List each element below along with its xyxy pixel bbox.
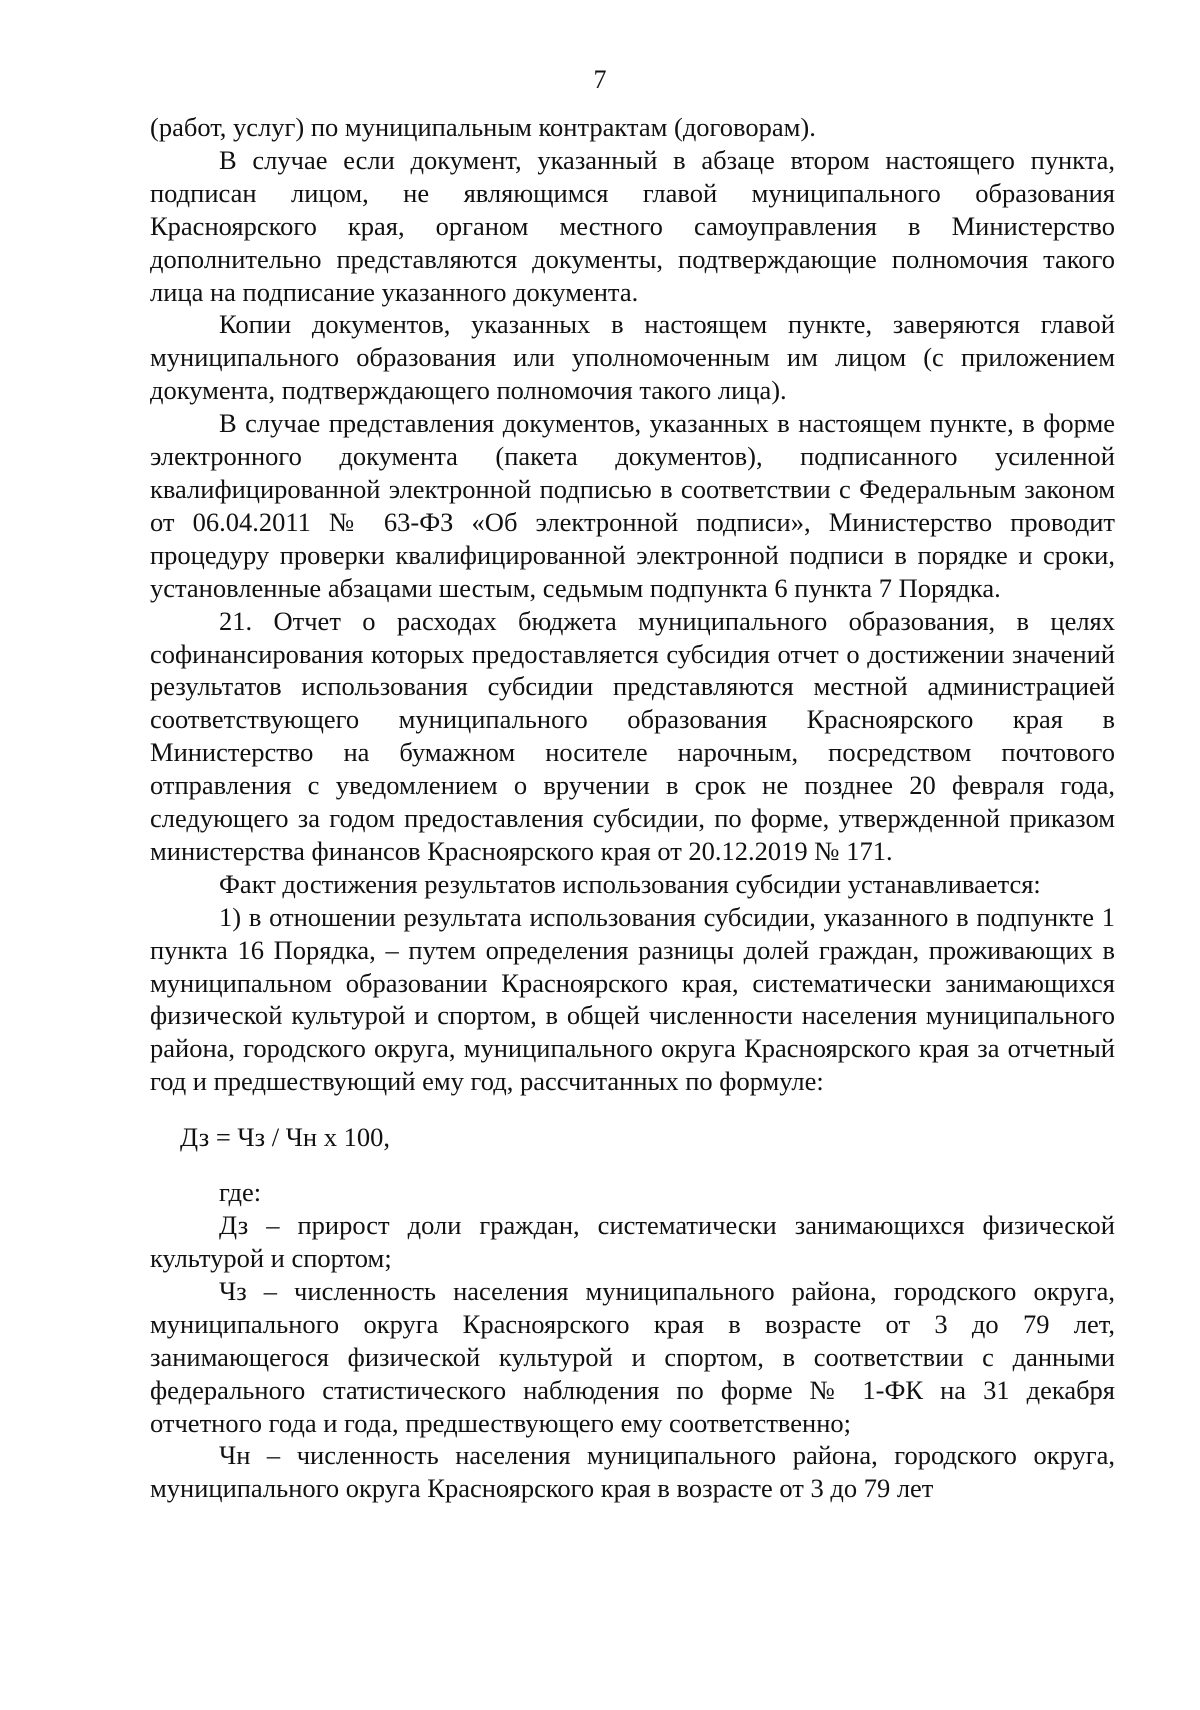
paragraph-clause-21: 21. Отчет о расходах бюджета муниципального образования, в целях софинансирования которых предоставляется субсидия отчет о достижении значений результатов использования субсидии представляются местной администрацией соответствующего муниципального образования Красноярского края в Министерство на бумажном носителе нарочным, посредством почтового отправления с уведомлением о вручении в срок не позднее 20 февраля года, следующего за годом предоставления субсидии, по форме, утвержденной приказом министерства финансов Красноярского края от 20.12.2019 № 171. xyxy=(150,605,1115,866)
paragraph-continuation: (работ, услуг) по муниципальным контрактам (договорам). xyxy=(150,112,816,142)
document-body xyxy=(150,111,1115,1505)
formula: Дз = Чз / Чн х 100, xyxy=(180,1122,390,1153)
where-label: где: xyxy=(219,1177,262,1208)
page-number: 7 xyxy=(593,65,607,94)
paragraph-copies: Копии документов, указанных в настоящем пункте, заверяются главой муниципального образования или уполномоченным им лицом (с приложением документа, подтверждающего полномочия такого лица). xyxy=(150,309,1115,406)
definition-chn: Чн – численность населения муниципального района, городского округа, муниципального округа Красноярского края в возрасте от 3 до 79 лет xyxy=(150,1440,1115,1504)
definition-dz: Дз – прирост доли граждан, систематически занимающихся физической культурой и спортом; xyxy=(150,1210,1115,1273)
paragraph-electronic: В случае представления документов, указанных в настоящем пункте, в форме электронного документа (пакета документов), подписанного усиленной квалифицированной электронной подписью в соответствии с Федеральным законом от 06.04.2011 № 63-ФЗ «Об электронной подписи», Министерство проводит процедуру проверки квалифицированной электронной подписи в порядке и сроки, установленные абзацами шестым, седьмым подпункта 6 пункта 7 Порядка. xyxy=(150,408,1115,603)
paragraph-fact: Факт достижения результатов использования субсидии устанавливается: xyxy=(219,868,1041,899)
paragraph-item-1: 1) в отношении результата использования субсидии, указанного в подпункте 1 пункта 16 Порядка, – путем определения разницы долей граждан, проживающих в муниципальном образовании Красноярского края, систематически занимающихся физической культурой и спортом, в общей численности населения муниципального района, городского округа, муниципального округа Красноярского края за отчетный год и предшествующий ему год, рассчитанных по формуле: xyxy=(150,901,1115,1097)
paragraph-signatory: В случае если документ, указанный в абзаце втором настоящего пункта, подписан лицом, не являющимся главой муниципального образования Красноярского края, органом местного самоуправления в Министерство дополнительно представляются документы, подтверждающие полномочия такого лица на подписание указанного документа. xyxy=(150,144,1115,307)
definition-chz: Чз – численность населения муниципального района, городского округа, муниципального округа Красноярского края в возрасте от 3 до 79 лет, занимающегося физической культурой и спортом, в соответствии с данными федерального статистического наблюдения по форме № 1-ФК на 31 декабря отчетного года и года, предшествующего ему соответственно; xyxy=(150,1275,1115,1438)
